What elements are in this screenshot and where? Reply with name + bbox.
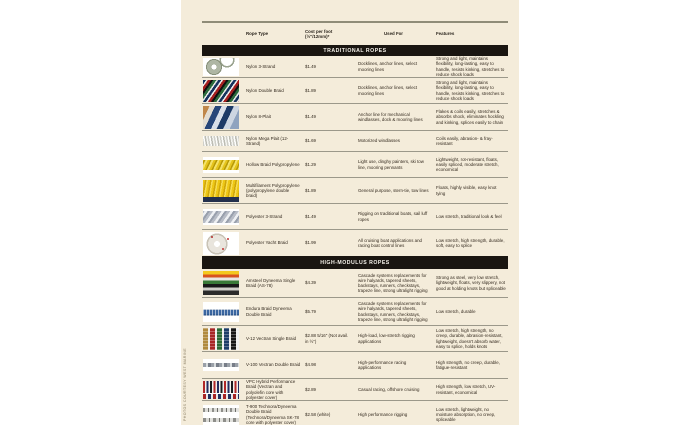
rope-cost: $1.49 xyxy=(305,213,316,219)
rope-name: VPC Hybrid Performance Braid (Vectran and polyolefin core with polyester cover) xyxy=(246,379,296,400)
rope-photo xyxy=(203,381,239,399)
rope-used-for: Cascade systems replacements for wire halyards, tapered sheets, backstays, runners, checkstays, trapeze line, strong ultralight rigging xyxy=(358,272,428,294)
rope-features: Coils easily, abrasion- & fray-resistant xyxy=(436,135,493,146)
rope-name: Nylon Mega Plait (12-Strand) xyxy=(246,135,289,146)
rope-photo xyxy=(203,80,239,102)
table-row-v100-vectran xyxy=(202,351,508,378)
rope-features: Strong as steel, very low stretch, lightweight, floats, very slippery, not good at holding knots but spliceable xyxy=(436,275,506,291)
rope-name: V-100 Vectran Double Braid xyxy=(246,362,301,368)
rope-photo xyxy=(203,209,239,225)
rope-used-for: Anchor line for mechanical windlasses, dock & mooring lines xyxy=(358,111,423,122)
col-header-used-for: Used For xyxy=(383,31,404,37)
rope-photo xyxy=(203,106,239,129)
rope-features: High strength, no creep, durable, fatigue-resistant xyxy=(436,359,500,370)
col-header-rope-type: Rope Type xyxy=(246,31,269,37)
rope-photo xyxy=(203,271,239,295)
rope-name: Nylon 3-Strand xyxy=(246,63,276,69)
rope-photo xyxy=(203,328,239,350)
rope-photo xyxy=(203,136,239,146)
rope-photo xyxy=(203,405,239,425)
rope-used-for: Cascade systems replacements for wire halyards, tapered sheets, backstays, runners, checkstays, trapeze line, strong ultralight rigging xyxy=(358,301,428,322)
rope-cost: $1.99 xyxy=(305,240,316,246)
photo-credit: PHOTOS COURTESY WEST MARINE xyxy=(183,347,187,421)
rope-features: Low stretch, high strength, no creep, durable, abrasion-resistant, lightweight, doesn't absorb water, easy to splice, holds knots xyxy=(436,328,503,349)
rope-photo-cell xyxy=(202,302,244,322)
rope-name: V-12 Vectran Single Braid xyxy=(246,335,297,341)
rope-features: Strong and light, maintains flexibility, long-lasting, easy to handle, resists kinking, stretches to reduce shock loads xyxy=(436,80,505,101)
rope-cost: $1.89 xyxy=(305,87,316,93)
rope-name: Endura Braid Dyneema Double Braid xyxy=(246,306,292,317)
table-row-polyester-yacht-braid xyxy=(202,229,508,256)
rope-photo-cell xyxy=(202,381,244,399)
rope-name: Multifilament Polypropylene (polypropylene double braid) xyxy=(246,182,300,199)
rope-cost: $2.58 (white) xyxy=(305,411,331,417)
col-header-features: Features xyxy=(436,31,455,37)
table-header-row xyxy=(202,23,508,45)
table-row-nylon-3-strand xyxy=(202,56,508,77)
table-row-polyester-3-strand xyxy=(202,203,508,229)
rope-photo xyxy=(203,180,239,202)
rope-cost: $5.79 xyxy=(305,308,316,314)
rope-used-for: High-performance racing applications xyxy=(358,359,407,370)
rope-name: Nylon Double Braid xyxy=(246,87,284,93)
rope-features: Low stretch, lightweight, no moisture absorption, no creep, spliceable xyxy=(436,406,496,423)
rope-photo-cell xyxy=(202,359,244,371)
rope-photo-cell xyxy=(202,106,244,129)
rope-features: Low stretch, durable xyxy=(436,308,476,314)
table-row-amsteel-dyneema xyxy=(202,269,508,297)
rope-photo-cell xyxy=(202,271,244,295)
rope-cost: $2.88 5/16" (Not avail. in ½") xyxy=(305,333,349,344)
rope-photo-cell xyxy=(202,80,244,102)
rope-name: Polyester Yacht Braid xyxy=(246,240,288,246)
rope-used-for: Docklines, anchor lines, select mooring lines xyxy=(358,85,418,96)
rope-photo-cell xyxy=(202,180,244,202)
table-row-endura-braid xyxy=(202,297,508,325)
col-header-cost-line1: Cost per foot xyxy=(305,28,333,34)
rope-features: Low stretch, high strength, durable, soft, easy to splice xyxy=(436,237,505,248)
rope-used-for: Docklines, anchor lines, select mooring lines xyxy=(358,61,418,72)
table-row-nylon-8-plait xyxy=(202,103,508,130)
table-row-multifilament-polypropylene xyxy=(202,177,508,203)
table-row-t900-technora xyxy=(202,400,508,425)
rope-comparison-table xyxy=(202,21,508,425)
rope-features: Lightweight, rot-resistant, floats, easily spliced, moderate stretch, economical xyxy=(436,156,499,173)
rope-used-for: Motorized windlasses xyxy=(358,138,400,144)
rope-name: T-900 Technora/Dyneema Double Braid (Technora/Dyneema SK-78 core with polyester cover) xyxy=(246,404,299,425)
rope-used-for: Casual racing, offshore cruising xyxy=(358,386,420,392)
rope-used-for: General purpose, stern-tie, tow lines xyxy=(358,187,429,193)
rope-photo xyxy=(203,157,239,173)
rope-used-for: Rigging on traditional boats, sail luff ropes xyxy=(358,211,428,222)
rope-used-for: Light use, dinghy painters, ski tow line, mooring pennants xyxy=(358,159,424,170)
rope-photo xyxy=(203,232,239,255)
rope-used-for: High-load, low-stretch rigging applications xyxy=(358,333,415,344)
rope-features: Low stretch, traditional look & feel xyxy=(436,213,502,219)
table-row-nylon-mega-plait xyxy=(202,130,508,151)
rope-features: Flakes & coils easily, stretches & absorbs shock, eliminates hockling and kinking, splices easily to chain xyxy=(436,109,504,125)
rope-photo xyxy=(203,58,239,76)
section-header-high-modulus-ropes: HIGH-MODULUS ROPES xyxy=(202,256,508,269)
rope-cost: $1.29 xyxy=(305,161,316,167)
table-row-nylon-double-braid xyxy=(202,77,508,103)
rope-features: Floats, highly visible, easy knot tying xyxy=(436,185,497,196)
rope-cost: $1.49 xyxy=(305,63,316,69)
rope-cost: $1.49 xyxy=(305,114,316,120)
rope-photo xyxy=(203,302,239,322)
rope-photo-cell xyxy=(202,232,244,255)
rope-used-for: High performance rigging xyxy=(358,411,408,417)
rope-features: Strong and light, maintains flexibility, long-lasting, easy to handle, resists kinking, stretches to reduce shock loads xyxy=(436,56,505,77)
rope-photo xyxy=(203,359,239,371)
rope-cost: $4.39 xyxy=(305,280,316,286)
rope-name: Amsteel Dyneema Single Braid (AS-78) xyxy=(246,277,296,288)
rope-cost: $1.69 xyxy=(305,138,316,144)
rope-name: Polyester 3-Strand xyxy=(246,213,283,219)
table-row-vpc-hybrid xyxy=(202,378,508,400)
rope-cost: $1.89 xyxy=(305,187,316,193)
rope-features: High strength, low stretch, UV-resistant, economical xyxy=(436,384,496,395)
rope-photo-cell xyxy=(202,136,244,146)
table-row-v12-vectran xyxy=(202,325,508,351)
col-header-cost xyxy=(305,29,358,39)
rope-name: Nylon 8-Plait xyxy=(246,114,271,120)
rope-photo-cell xyxy=(202,157,244,173)
rope-photo-cell xyxy=(202,328,244,350)
rope-photo-cell xyxy=(202,58,244,76)
rope-photo-cell xyxy=(202,405,244,425)
section-header-traditional-ropes: TRADITIONAL ROPES xyxy=(202,45,508,56)
table-row-hollow-braid-polypropylene xyxy=(202,151,508,177)
rope-cost: $4.98 xyxy=(305,362,316,368)
rope-name: Hollow Braid Polypropylene xyxy=(246,161,300,167)
rope-cost: $2.89 xyxy=(305,386,316,392)
rope-used-for: All cruising boat applications and racing boat control lines xyxy=(358,237,422,248)
rope-photo-cell xyxy=(202,209,244,225)
col-header-cost-line2: (½"/12mm)* xyxy=(305,34,330,39)
magazine-page xyxy=(181,0,519,425)
